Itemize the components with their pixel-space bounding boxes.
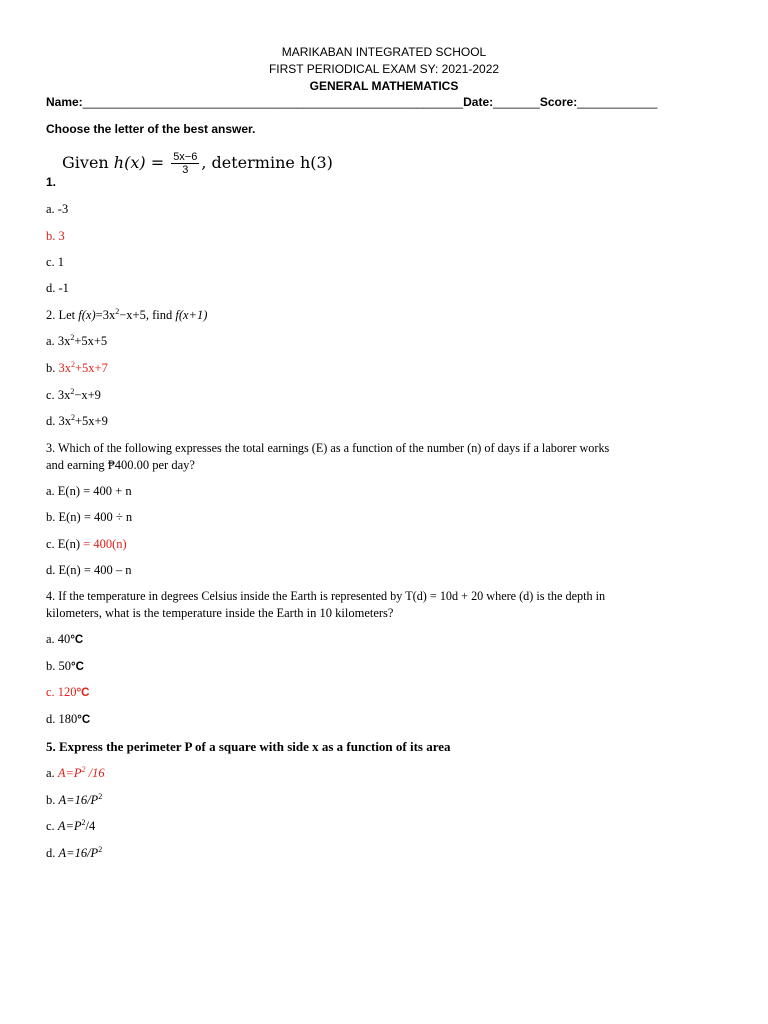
exam-title: FIRST PERIODICAL EXAM SY: 2021-2022 — [268, 62, 500, 76]
question-5: 5. Express the perimeter P of a square with side x as a function of its area — [46, 739, 451, 754]
q2-option-c[interactable]: c. $3x^2-x+9$ — [46, 386, 101, 402]
q1-option-d[interactable]: d. -1 — [46, 281, 69, 295]
q3-option-c[interactable]: c. E(n) = 400(n) — [46, 537, 127, 551]
question-2: 2. Let $f(x)=3x^2-x+5$, find f(x+1) — [46, 306, 208, 322]
question-4-line-2: kilometers, what is the temperature inside the Earth in 10 kilometers? — [46, 606, 394, 620]
subject-title: GENERAL MATHEMATICS — [309, 79, 459, 93]
q1-option-a[interactable]: a. -3 — [46, 202, 69, 216]
question-1-formula: Given h(x) = $\frac{5x-6}{3}$ , determine h(3) — [62, 151, 333, 176]
question-3-line-2: and earning ₱400.00 per day? — [46, 458, 195, 472]
q3-option-d[interactable]: d. E(n) = 400 – n — [46, 563, 132, 577]
q5-option-a[interactable]: a. $A=P^2$ /16 — [46, 764, 105, 780]
score-label: Score: — [539, 95, 578, 109]
q4-option-a[interactable]: a. 40°C — [46, 632, 84, 646]
name-label: Name: — [46, 95, 83, 109]
q2-option-b[interactable]: b. $3x^2+5x+7$ — [46, 359, 108, 375]
q2-option-a[interactable]: a. $3x^2+5x+5$ — [46, 332, 108, 348]
question-4-line-1: 4. If the temperature in degrees Celsius inside the Earth is represented by T(d) = 10d + 20 where (d) is the depth in — [46, 589, 606, 603]
q2-option-d[interactable]: d. $3x^2+5x+9$ — [46, 412, 108, 428]
fraction: $\frac{5x-6}{3}$ — [173, 151, 198, 176]
q1-option-c[interactable]: c. 1 — [46, 255, 65, 269]
date-label: Date: — [463, 95, 494, 109]
score-field[interactable]: ____________ — [577, 95, 658, 109]
name-field[interactable]: _________________________________________________________ — [82, 95, 464, 109]
date-field[interactable]: _______ — [493, 95, 540, 109]
school-name: MARIKABAN INTEGRATED SCHOOL — [281, 45, 487, 59]
question-1-number: 1. — [46, 175, 57, 189]
q4-option-b[interactable]: b. 50°C — [46, 659, 84, 673]
q4-option-d[interactable]: d. 180°C — [46, 712, 91, 726]
instruction: Choose the letter of the best answer. — [46, 122, 256, 136]
q5-option-b[interactable]: b. $A=16/P^2$ — [46, 791, 103, 807]
question-3-line-1: 3. Which of the following expresses the total earnings (E) as a function of the number (n) of days if a laborer works — [46, 441, 610, 455]
student-info-line — [46, 95, 657, 109]
q4-option-c[interactable]: c. 120°C — [46, 685, 90, 699]
q3-option-b[interactable]: b. E(n) = 400 ÷ n — [46, 510, 133, 524]
q5-option-d[interactable]: d. $A=16/P^2$ — [46, 844, 103, 860]
q5-option-c[interactable]: c. $A=P^2/4$ — [46, 817, 96, 833]
q1-option-b[interactable]: b. 3 — [46, 229, 65, 243]
q3-option-a[interactable]: a. E(n) = 400 + n — [46, 484, 132, 498]
